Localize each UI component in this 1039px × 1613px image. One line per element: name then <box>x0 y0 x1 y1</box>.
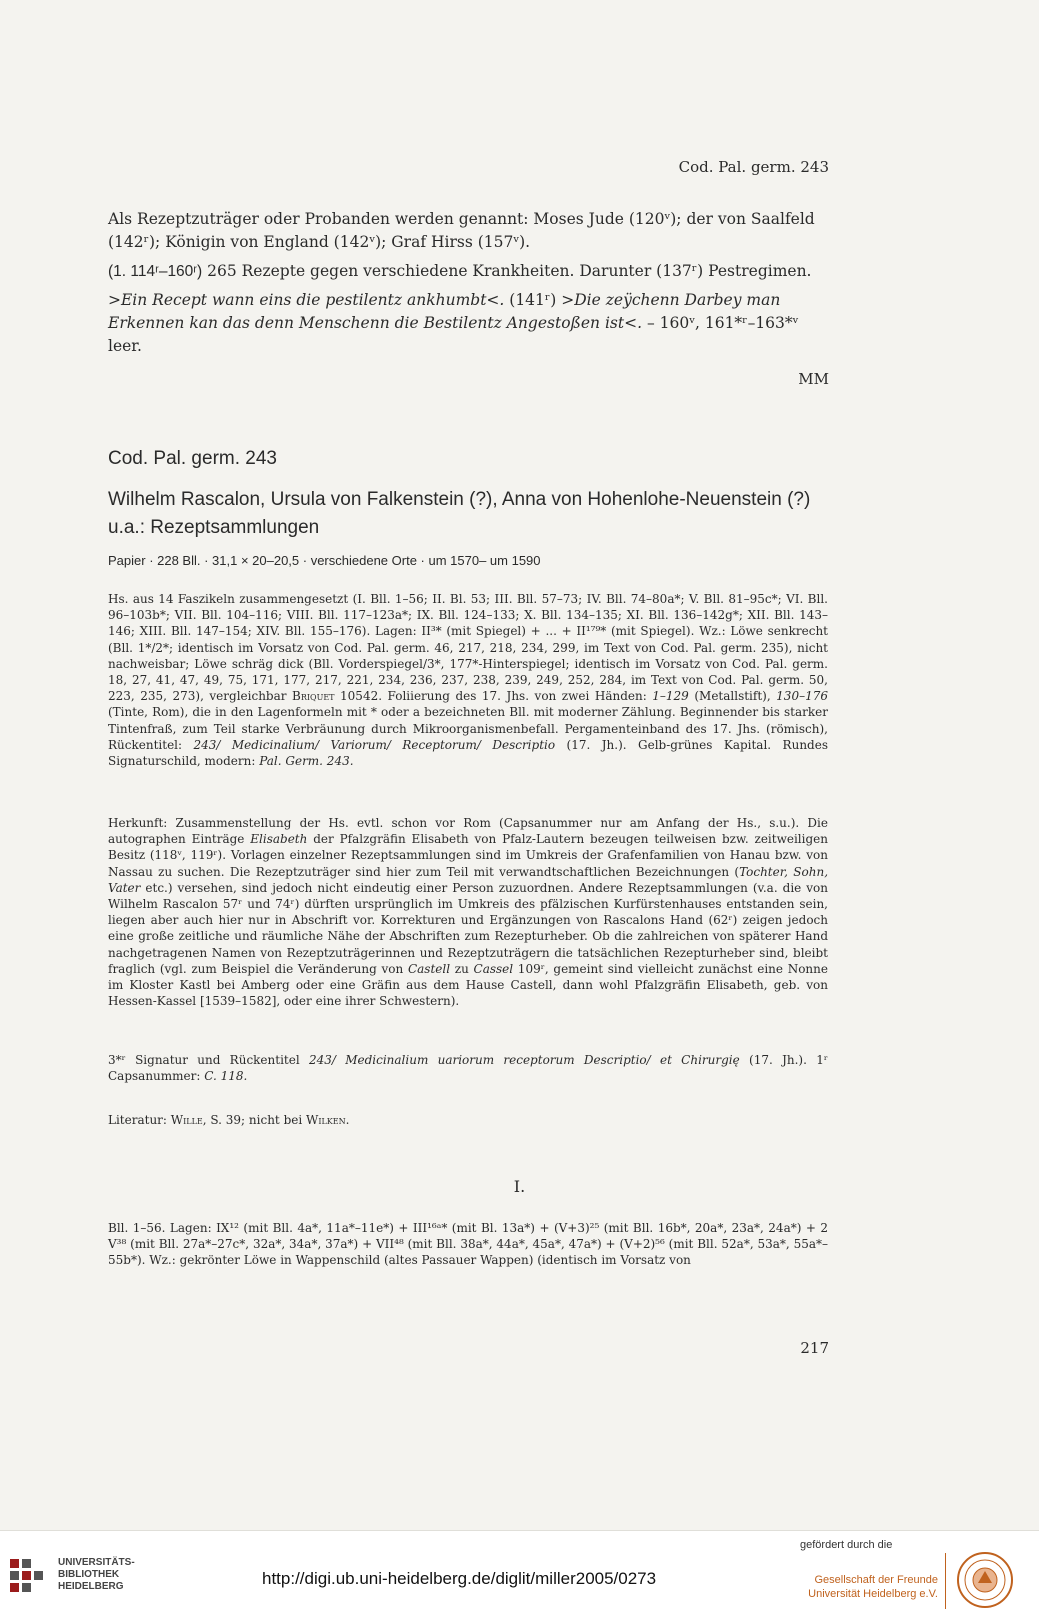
literature-line: Literatur: Wille, S. 39; nicht bei Wilken. <box>108 1113 350 1127</box>
provenance-paragraph: Herkunft: Zusammenstellung der Hs. evtl. schon vor Rom (Capsanummer nur am Anfang der Hs., s.u.). Die autographen Einträge Elisabeth der Pfalzgräfin Elisabeth von Pfalz-Lautern bezeugen teilweisen bzw. zeitweiligen Besitz (118ᵛ, 119ʳ). Vorlagen einzelner Rezeptsammlungen sind im Umkreis der Grafenfamilien von Hanau bzw. von Nassau zu suchen. Die Rezeptzuträger sind hier zum Teil mit verwandtschaftlichen Bezeichnungen (Tochter, Sohn, Vater etc.) versehen, sind jedoch nicht eindeutig einer Person zuzuordnen. Andere Rezeptsammlungen (v.a. die von Wilhelm Rascalon 57ʳ und 74ʳ) dürften ursprünglich im Umkreis des pfälzischen Kurfürstenhauses entstanden sein, liegen aber auch hier nur in Abschrift vor. Korrekturen und Ergänzungen von Rascalons Hand (62ʳ) zeigen jedoch eine große zeitliche und räumliche Nähe der Abschriften zum Rezepturheber. Ob die zahlreichen von späterer Hand nachgetragenen Namen von Rezeptzuträgerinnen und Rezeptzuträgern die tatsächlichen Rezepturheber sind, bleibt fraglich (vgl. zum Beispiel die Veränderung von Castell zu Cassel 109ʳ, gemeint sind vielleicht zunächst eine Nonne im Kloster Kastl bei Amberg oder eine Gräfin aus dem Hause Castell, dann wohl Pfalzgräfin Elisabeth, geb. von Hessen-Kassel [1539–1582], oder eine ihrer Schwestern). <box>108 816 829 1009</box>
section-numeral: I. <box>513 1177 526 1196</box>
ub-logo-icon <box>8 1555 50 1597</box>
paragraph: (1. 114ʳ–160ʳ) 265 Rezepte gegen verschiedene Krankheiten. Darunter (137ʳ) Pestregimen. <box>108 262 812 280</box>
signature-paragraph: 3*ʳ Signatur und Rückentitel 243/ Medicinalium uariorum receptorum Descriptio/ et Chirurgię (17. Jh.). 1ʳ Capsanummer: C. 118. <box>108 1053 828 1084</box>
entry-code-heading: Cod. Pal. germ. 243 <box>108 448 277 469</box>
entry-title-heading: Wilhelm Rascalon, Ursula von Falkenstein (?), Anna von Hohenlohe-Neuenstein (?) u.a.: Rezeptsammlungen <box>108 489 811 538</box>
paragraph: Als Rezeptzuträger oder Probanden werden genannt: Moses Jude (120ᵛ); der von Saalfeld (142ʳ); Königin von England (142ᵛ); Graf Hirss (157ᵛ). <box>108 210 815 251</box>
permalink-url[interactable]: http://digi.ub.uni-heidelberg.de/diglit/miller2005/0273 <box>262 1569 657 1588</box>
library-name: UNIVERSITÄTS- BIBLIOTHEK HEIDELBERG <box>58 1557 135 1592</box>
page-number: 217 <box>800 1339 829 1357</box>
paragraph: >Ein Recept wann eins die pestilentz ankhumbt<. (141ʳ) >Die zeÿchenn Darbey man Erkennen kan das denn Menschenn die Bestilentz Angestoßen ist<. – 160ᵛ, 161*ʳ–163*ᵛ leer. <box>108 291 799 355</box>
entry-meta-line: Papier · 228 Bll. · 31,1 × 20–20,5 · verschiedene Orte · um 1570– um 1590 <box>108 553 541 568</box>
sponsor-label: gefördert durch die <box>800 1539 893 1551</box>
running-head: Cod. Pal. germ. 243 <box>678 158 829 176</box>
previous-entry-text <box>108 208 828 364</box>
sponsor-name: Gesellschaft der Freunde Universität Heidelberg e.V. <box>808 1574 938 1600</box>
footer-bar <box>0 1530 1039 1613</box>
university-seal-icon <box>956 1551 1014 1609</box>
section-i-paragraph: Bll. 1–56. Lagen: IX¹² (mit Bll. 4a*, 11a*–11e*) + III¹⁶ᵃ* (mit Bl. 13a*) + (V+3)²⁵ (mit Bll. 16b*, 20a*, 23a*, 24a*) + 2 V³⁸ (mit Bll. 27a*–27c*, 32a*, 34a*, 37a*) + VII⁴⁸ (mit Bll. 38a*, 44a*, 45a*, 47a*) + (V+2)⁵⁶ (mit Bll. 52a*, 53a*, 55a*–55b*). Wz.: gekrönter Löwe in Wappenschild (altes Passauer Wappen) (identisch im Vorsatz von <box>108 1221 828 1268</box>
author-initials: MM <box>798 370 829 388</box>
description-paragraph: Hs. aus 14 Faszikeln zusammengesetzt (I. Bll. 1–56; II. Bl. 53; III. Bll. 57–73; IV. Bll. 74–80a*; V. Bll. 81–95c*; VI. Bll. 96–103b*; VII. Bll. 104–116; VIII. Bll. 117–123a*; IX. Bll. 124–133; X. Bll. 134–135; XI. Bll. 136–142g*; XII. Bll. 143–146; XIII. Bll. 147–154; XIV. Bll. 155–176). Lagen: II³* (mit Spiegel) + ... + II¹⁷⁹* (mit Spiegel). Wz.: Löwe senkrecht (Bll. 1*/2*; identisch im Vorsatz von Cod. Pal. germ. 46, 217, 218, 234, 299, im Text von Cod. Pal. germ. 235), nicht nachweisbar; Löwe schräg dick (Bll. Vorderspiegel/3*, 177*-Hinterspiegel; identisch im Vorsatz von Cod. Pal. germ. 18, 27, 41, 47, 49, 75, 171, 177, 217, 221, 234, 236, 237, 238, 239, 249, 252, 284, im Text von Cod. Pal. germ. 50, 223, 235, 273), vergleichbar Briquet 10542. Foliierung des 17. Jhs. von zwei Händen: 1–129 (Metallstift), 130–176 (Tinte, Rom), die in den Lagenformeln mit * oder a bezeichneten Bll. mit moderner Zählung. Beginnender bis starker Tintenfraß, zum Teil starke Verbräunung durch Mikroorganismenbefall. Pergamenteinband des 17. Jhs. (römisch), Rückentitel: 243/ Medicinalium/ Variorum/ Receptorum/ Descriptio (17. Jh.). Gelb-grünes Kapital. Rundes Signaturschild, modern: Pal. Germ. 243. <box>108 592 828 769</box>
sponsor-divider <box>945 1553 946 1609</box>
